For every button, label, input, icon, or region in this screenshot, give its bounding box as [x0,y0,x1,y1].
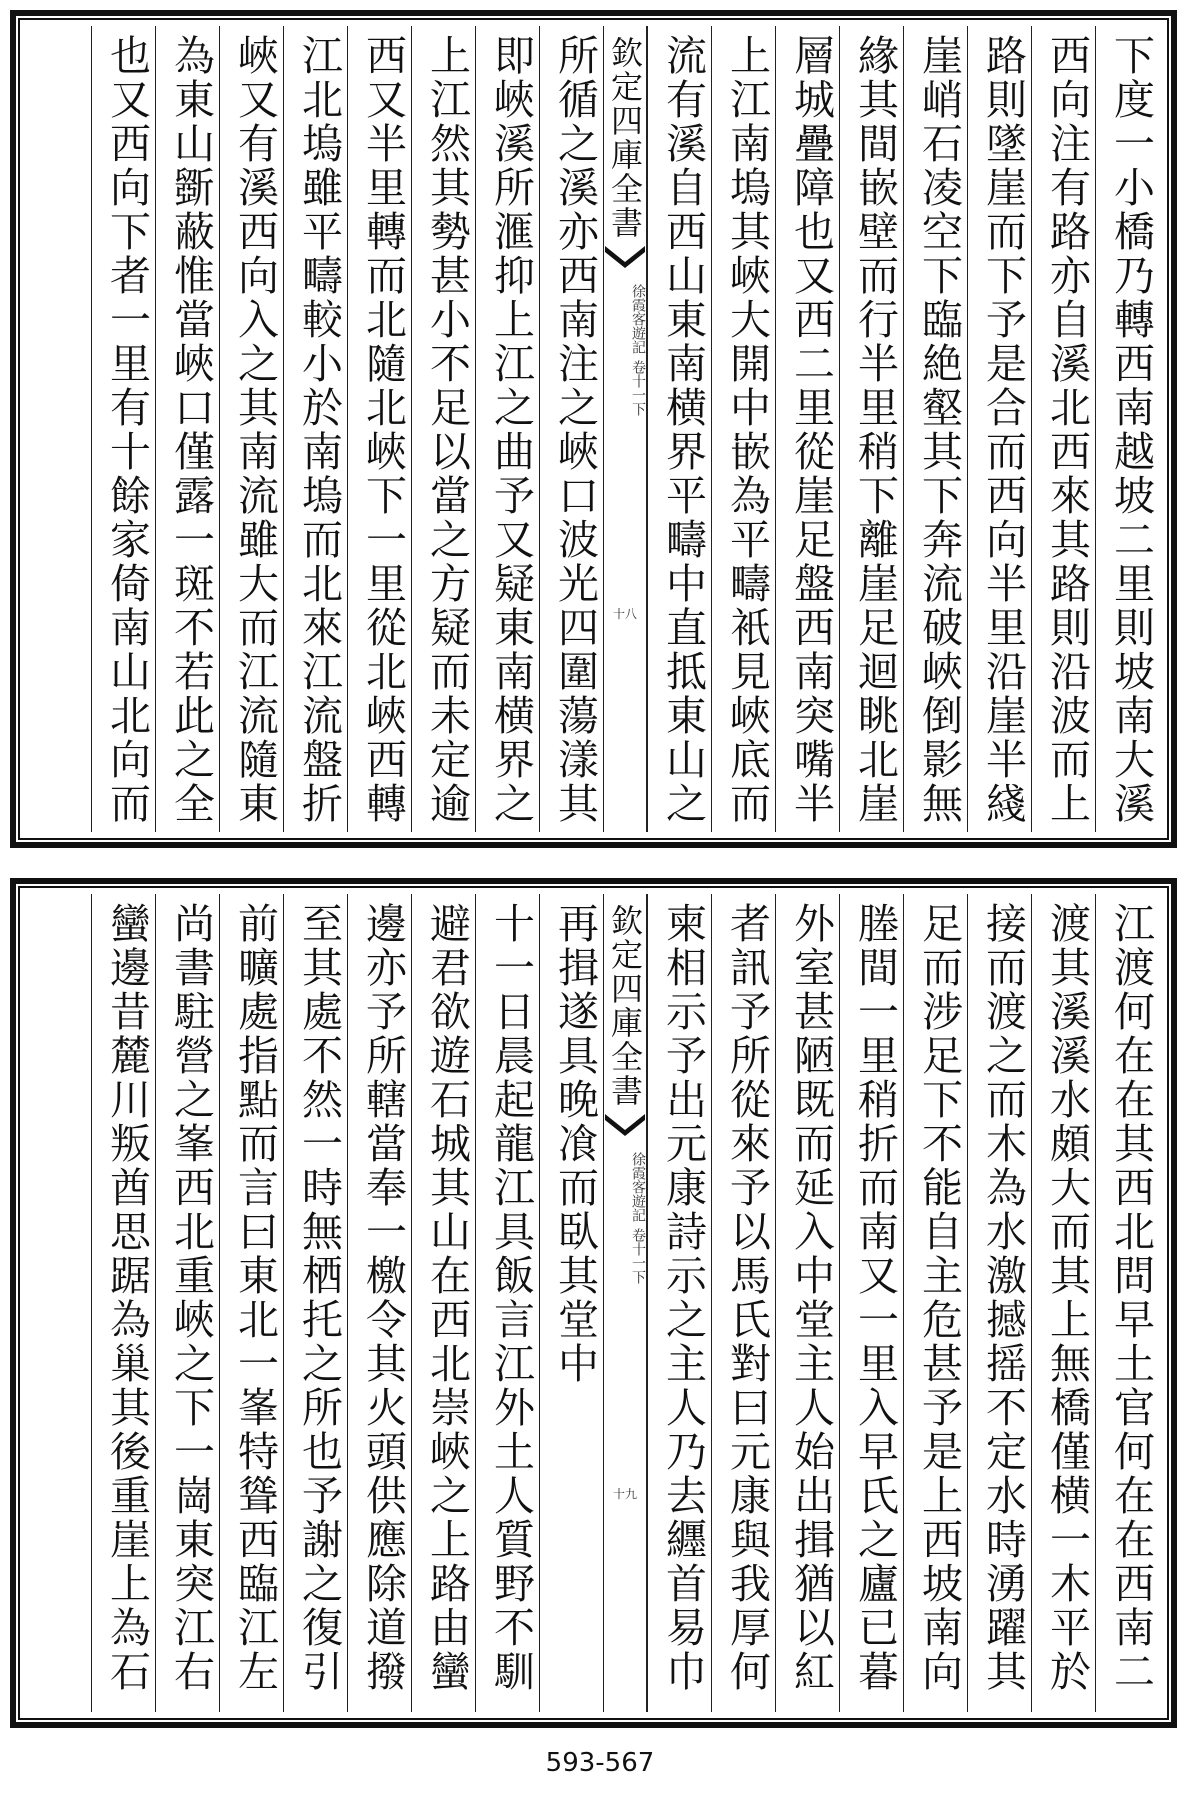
text-column [967,26,1031,832]
text-column [775,26,839,832]
column-text: 下度一小橋乃轉西南越坡二里則坡南大溪 [1107,34,1155,826]
column-text: 所循之溪亦西南注之峽口波光四圍蕩漾其 [551,34,599,826]
column-text: 西向注有路亦自溪北西來其路則沿波而上 [1043,34,1091,826]
column-text: 再揖遂具晚飡而臥其堂中 [551,902,599,1386]
text-column [647,26,711,832]
work-title: 徐霞客遊記 [630,1152,646,1222]
column-text: 外室甚陋既而延入中堂主人始出揖猶以紅 [787,902,835,1694]
text-column [903,26,967,832]
column-text: 蠻邊昔麓川叛酋思踞為巢其後重崖上為石 [103,902,151,1694]
column-text: 也又西向下者一里有十餘家倚南山北向而 [103,34,151,826]
text-column [411,26,475,832]
top-page [10,10,1177,848]
column-text: 即峽溪所滙抑上江之曲予又疑東南横界之 [487,34,535,826]
column-text: 上江然其勢甚小不足以當之方疑而未定逾 [423,34,471,826]
column-text: 邊亦予所轄當奉一檄令其火頭供應除道撥 [359,902,407,1694]
column-text: 前曠處指點而言曰東北一峯特聳西臨江左 [231,902,279,1694]
column-text: 柬相示予出元康詩示之主人乃去纒首易巾 [659,902,707,1694]
column-text: 流有溪自西山東南横界平疇中直抵東山之 [659,34,707,826]
book-title: 欽定四庫全書 [606,36,644,240]
text-column [903,894,967,1712]
text-column [475,894,539,1712]
work-title: 徐霞客遊記 [630,284,646,354]
text-column [91,26,155,832]
text-column [775,894,839,1712]
column-text: 者訊予所從來予以馬氏對曰元康與我厚何 [723,902,771,1694]
text-column [839,26,903,832]
text-column [839,894,903,1712]
text-column [1095,26,1159,832]
column-text: 塍間一里稍折而南又一里入早氏之廬已暮 [851,902,899,1694]
text-column [711,894,775,1712]
fish-tail-mark-icon [605,246,645,268]
text-column [91,894,155,1712]
book-title: 欽定四庫全書 [606,904,644,1108]
leaf-page-number: 十八 [612,607,637,621]
text-column [347,894,411,1712]
column-text: 江北塢雖平疇較小於南塢而北來江流盤折 [295,34,343,826]
column-text: 為東山斵蔽惟當峽口僅露一斑不若此之全 [167,34,215,826]
column-text: 層城疊障也又西二里從崖足盤西南突嘴半 [787,34,835,826]
text-column [219,26,283,832]
text-column [647,894,711,1712]
column-text: 峽又有溪西向入之其南流雖大而江流隨東 [231,34,279,826]
text-column [283,26,347,832]
volume-label: 卷十一下 [630,360,646,416]
text-column [155,26,219,832]
fish-tail-mark-icon [605,1114,645,1136]
text-column [539,894,603,1712]
text-column [711,26,775,832]
column-text: 緣其間嵌壁而行半里稍下離崖足迴眺北崖 [851,34,899,826]
column-text: 江渡何在在其西北問早土官何在在西南二 [1107,902,1155,1694]
column-text: 上江南塢其峽大開中嵌為平疇衹見峽底而 [723,34,771,826]
text-column [1031,26,1095,832]
column-text: 接而渡之而木為水激撼摇不定水時湧躍其 [979,902,1027,1694]
column-text: 路則墜崖而下予是合而西向半里沿崖半綫 [979,34,1027,826]
text-column [1095,894,1159,1712]
column-text: 西又半里轉而北隨北峽下一里從北峽西轉 [359,34,407,826]
center-fold-strip [603,894,647,1712]
text-column [539,26,603,832]
leaf-page-number: 十九 [612,1487,637,1501]
column-text: 渡其溪溪水頗大而其上無橋僅横一木平於 [1043,902,1091,1694]
bottom-columns [28,894,1159,1712]
text-column [219,894,283,1712]
column-text: 避君欲遊石城其山在西北崇峽之上路由蠻 [423,902,471,1694]
volume-label: 卷十一下 [630,1228,646,1284]
text-column [475,26,539,832]
column-text: 崖峭石凌空下臨絶壑其下奔流破峽倒影無 [915,34,963,826]
page-footer-number: 593-567 [545,1748,655,1778]
text-column [1031,894,1095,1712]
text-column [967,894,1031,1712]
text-column [411,894,475,1712]
column-text: 至其處不然一時無栖托之所也予謝之復引 [295,902,343,1694]
top-columns [28,26,1159,832]
text-column [283,894,347,1712]
column-text: 尚書駐營之峯西北重峽之下一崗東突江右 [167,902,215,1694]
column-text: 足而涉足下不能自主危甚予是上西坡南向 [915,902,963,1694]
text-column [347,26,411,832]
center-fold-strip [603,26,647,832]
column-text: 十一日晨起龍江具飯言江外土人質野不馴 [487,902,535,1694]
text-column [155,894,219,1712]
bottom-page [10,878,1177,1728]
